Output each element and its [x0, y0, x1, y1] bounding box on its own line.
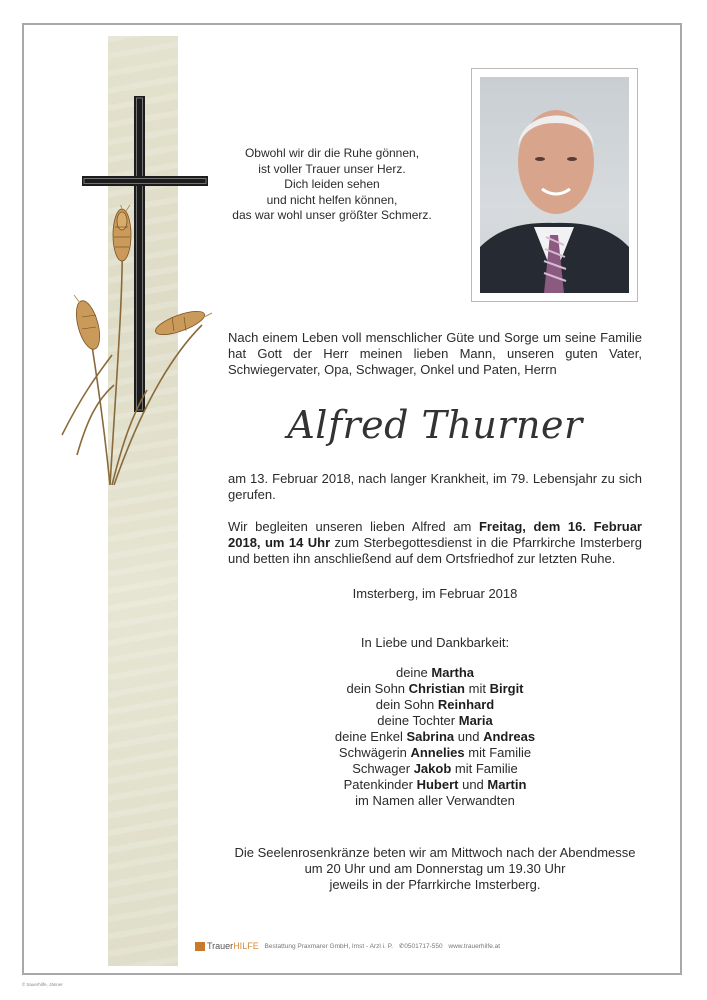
family-list [228, 665, 642, 809]
funeral-time: um 14 Uhr [264, 535, 331, 550]
website-link[interactable]: www.trauerhilfe.at [448, 942, 501, 950]
rosary-line: Die Seelenrosenkränze beten wir am Mittwoch nach der Abendmesse [234, 845, 636, 860]
death-notice: am 13. Februar 2018, nach langer Krankheit, im 79. Lebensjahr zu sich gerufen. [228, 471, 642, 502]
deceased-name: Alfred Thurner [287, 403, 583, 447]
family-row: Schwager Jakob mit Familie [352, 761, 518, 776]
poem-line: Obwohl wir dir die Ruhe gönnen, [244, 146, 420, 160]
funeral-suffix: zum Sterbegottesdienst in die Pfarrkirche Imsterberg und betten ihn anschließend auf dem Ortsfriedhof zur letzten Ruhe. [228, 535, 642, 566]
wheat-icon [52, 205, 227, 495]
rosary-line: jeweils in der Pfarrkirche Imsterberg. [329, 877, 541, 892]
phone-number: ✆0501717-550 [398, 943, 443, 950]
place-date: Imsterberg, im Februar 2018 [352, 586, 518, 601]
brand-name: TrauerHILFE [207, 941, 259, 951]
poem-line: Dich leiden sehen [284, 177, 380, 191]
funeral-paragraph [228, 519, 642, 567]
intro-paragraph: Nach einem Leben voll menschlicher Güte und Sorge um seine Familie hat Gott der Herr meinen lieben Mann, unseren guten Vater, Schwiegervater, Opa, Schwager, Onkel und Paten, Herrn [228, 330, 642, 377]
family-row: Patenkinder Hubert und Martin [343, 777, 527, 792]
footer [195, 941, 525, 955]
company-name: Bestattung Praxmarer GmbH, Imst - Arzl i. P. [264, 942, 393, 950]
poem [232, 146, 432, 224]
family-row: deine Enkel Sabrina und Andreas [334, 729, 536, 744]
family-row: dein Sohn Christian mit Birgit [346, 681, 524, 696]
poem-line: das war wohl unser größter Schmerz. [232, 208, 432, 222]
family-row: deine Tochter Maria [377, 713, 493, 728]
family-row: dein Sohn Reinhard [375, 697, 495, 712]
family-row: Schwägerin Annelies mit Familie [338, 745, 532, 760]
portrait-photo [480, 77, 629, 293]
portrait-frame [471, 68, 638, 302]
poem-line: ist voller Trauer unser Herz. [258, 161, 406, 176]
funeral-prefix: Wir begleiten unseren lieben Alfred am [228, 519, 479, 534]
poem-line: und nicht helfen können, [266, 192, 398, 207]
copyright: © trauerhilfe, Jänner [22, 982, 63, 987]
portrait-illustration [480, 77, 629, 293]
family-row: deine Martha [395, 665, 475, 680]
thanks-line: In Liebe und Dankbarkeit: [360, 635, 510, 650]
funeral-date: Freitag, dem 16. Februar 2018, [228, 519, 642, 550]
family-row: im Namen aller Verwandten [355, 793, 515, 808]
rosary-notice [220, 845, 650, 893]
trauerhilfe-logo-icon [195, 942, 205, 951]
rosary-line: um 20 Uhr und am Donnerstag um 19.30 Uhr [304, 861, 566, 876]
